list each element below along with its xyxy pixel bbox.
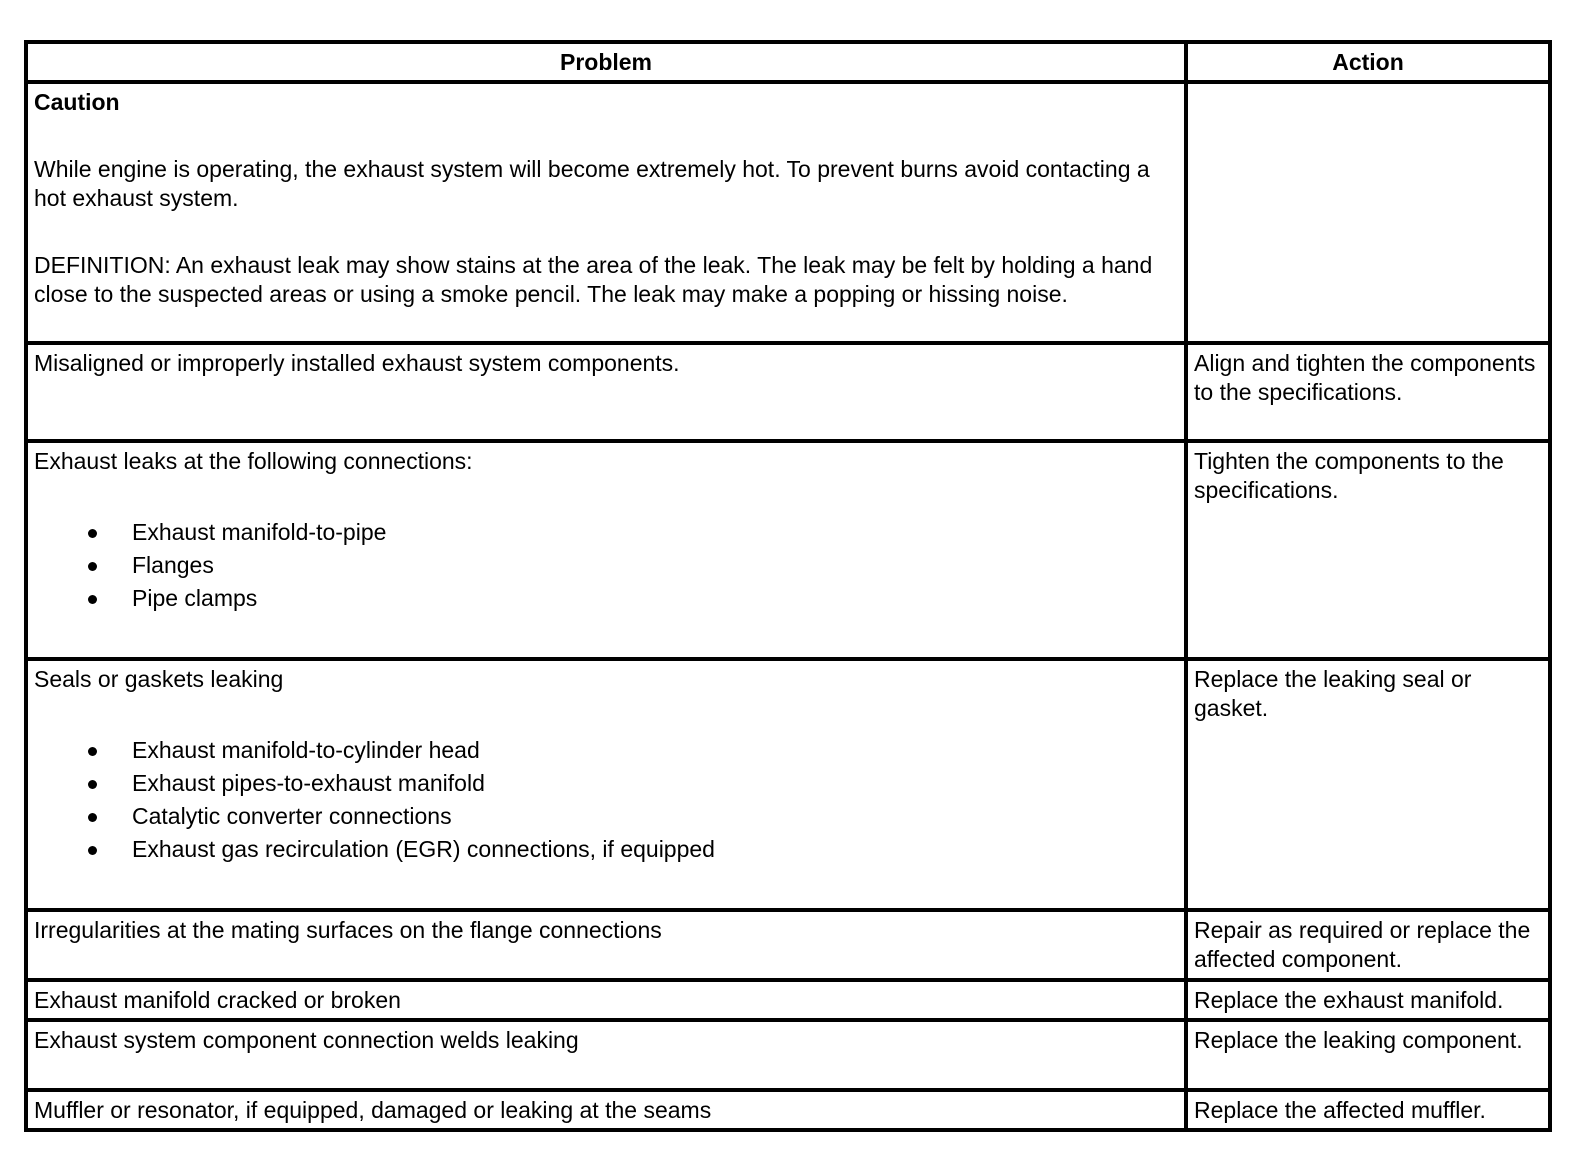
action-cell: Replace the leaking seal or gasket. [1186, 659, 1550, 910]
list-item: Exhaust manifold-to-cylinder head [34, 734, 1178, 767]
table-row [26, 1020, 1550, 1090]
problem-text: Seals or gaskets leaking [34, 666, 284, 692]
action-cell: Replace the leaking component. [1186, 1020, 1550, 1090]
action-cell: Repair as required or replace the affected component. [1186, 910, 1550, 980]
problem-cell: Exhaust manifold cracked or broken [26, 980, 1186, 1020]
seal-list [34, 734, 1178, 866]
problem-cell: Misaligned or improperly installed exhaust system components. [26, 343, 1186, 441]
caution-warning-text: While engine is operating, the exhaust system will become extremely hot. To prevent burns avoid contacting a hot exhaust system. [34, 156, 1150, 211]
caution-title: Caution [34, 89, 120, 115]
table-header-row [26, 42, 1550, 82]
problem-cell [26, 441, 1186, 659]
action-cell: Replace the exhaust manifold. [1186, 980, 1550, 1020]
problem-text: Exhaust leaks at the following connections: [34, 448, 473, 474]
diagnosis-table [24, 40, 1552, 1132]
table-row [26, 980, 1550, 1020]
problem-column-header: Problem [26, 42, 1186, 82]
action-column-header: Action [1186, 42, 1550, 82]
table-row [26, 343, 1550, 441]
table-row [26, 659, 1550, 910]
caution-action-cell [1186, 82, 1550, 343]
table-row [26, 441, 1550, 659]
list-item: Exhaust pipes-to-exhaust manifold [34, 767, 1178, 800]
action-cell: Align and tighten the components to the specifications. [1186, 343, 1550, 441]
caution-cell [26, 82, 1186, 343]
problem-cell: Muffler or resonator, if equipped, damaged or leaking at the seams [26, 1090, 1186, 1130]
list-item: Catalytic converter connections [34, 800, 1178, 833]
table-row [26, 1090, 1550, 1130]
action-cell: Replace the affected muffler. [1186, 1090, 1550, 1130]
problem-cell: Irregularities at the mating surfaces on the flange connections [26, 910, 1186, 980]
table-row [26, 910, 1550, 980]
problem-cell [26, 659, 1186, 910]
list-item: Exhaust manifold-to-pipe [34, 516, 1178, 549]
list-item: Pipe clamps [34, 582, 1178, 615]
problem-cell: Exhaust system component connection welds leaking [26, 1020, 1186, 1090]
connection-list [34, 516, 1178, 615]
caution-row [26, 82, 1550, 343]
list-item: Flanges [34, 549, 1178, 582]
action-cell: Tighten the components to the specifications. [1186, 441, 1550, 659]
definition-text: DEFINITION: An exhaust leak may show stains at the area of the leak. The leak may be felt by holding a hand close to the suspected areas or using a smoke pencil. The leak may make a popping or hissing noise. [34, 252, 1153, 307]
list-item: Exhaust gas recirculation (EGR) connections, if equipped [34, 833, 1178, 866]
